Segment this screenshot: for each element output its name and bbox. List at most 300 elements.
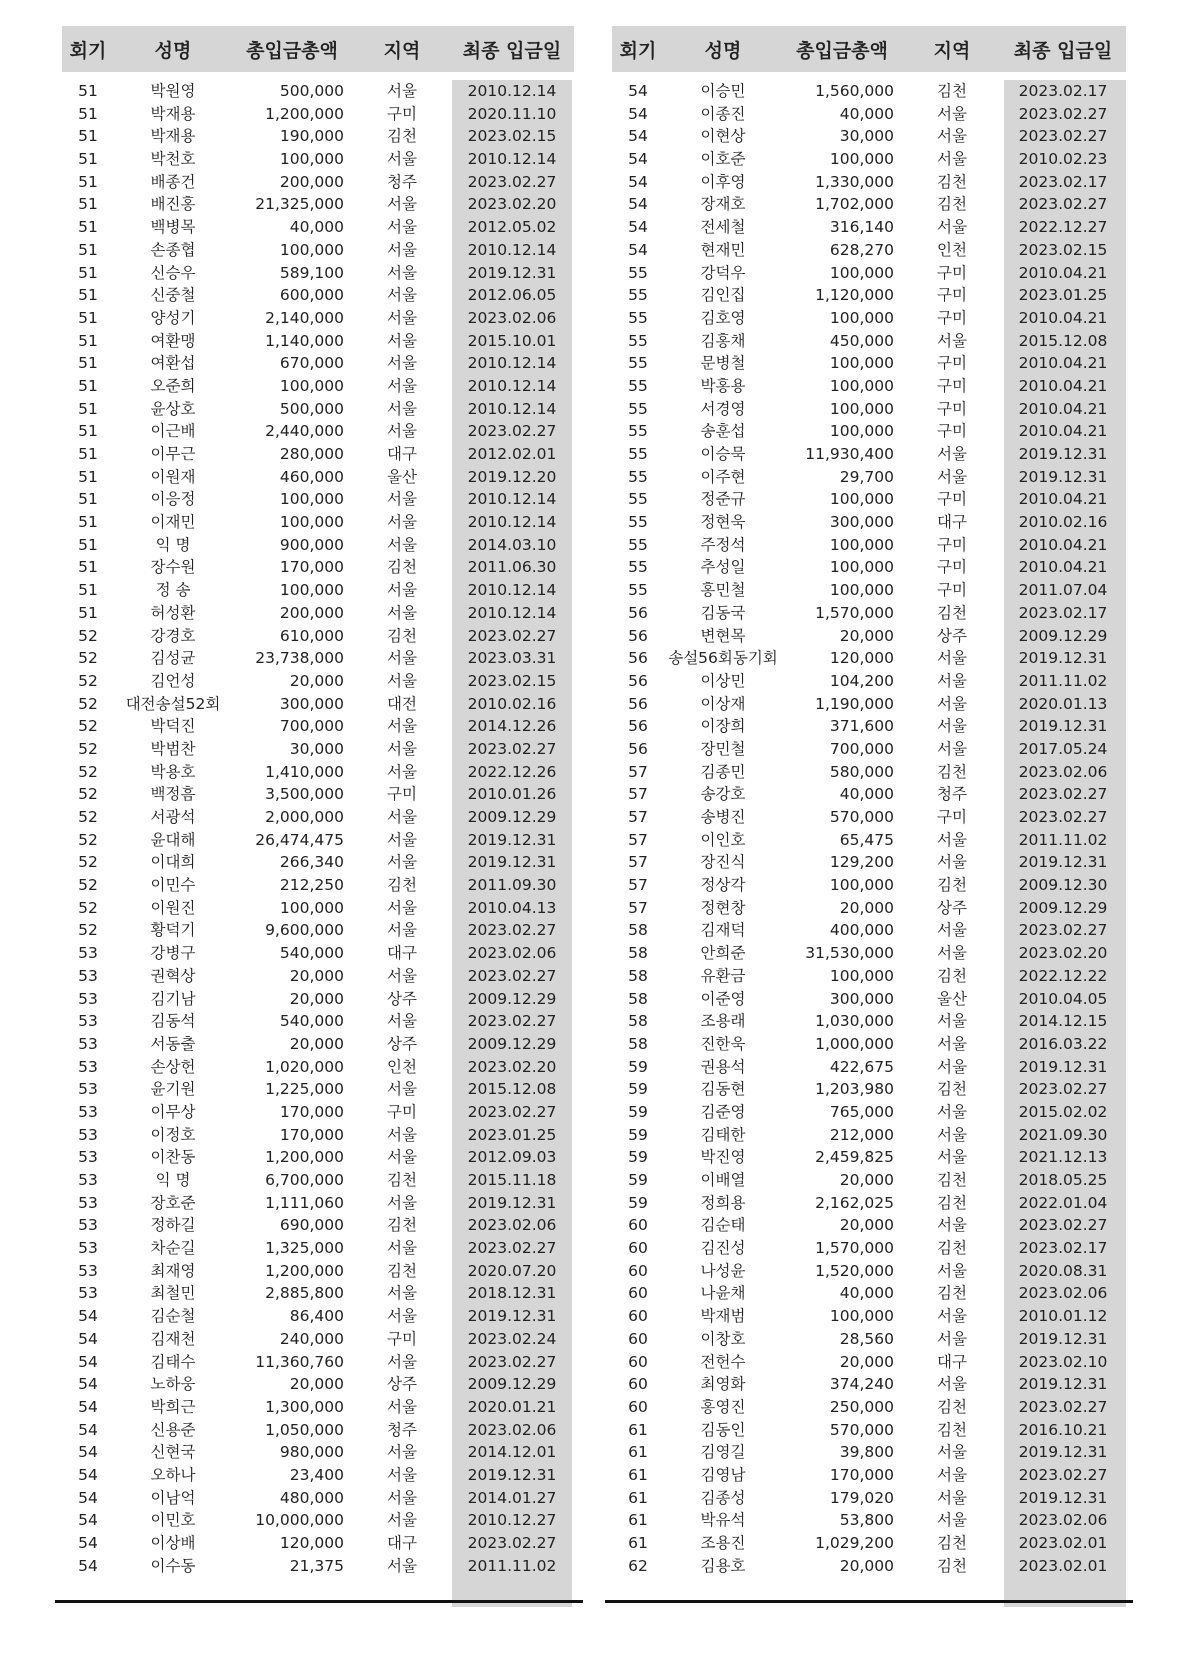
cell-name: 안희준 <box>700 944 746 963</box>
cell-amount: 610,000 <box>279 626 344 645</box>
cell-last-date: 2011.09.30 <box>467 876 557 895</box>
cell-last-date: 2023.02.27 <box>1018 1216 1108 1235</box>
cell-amount: 100,000 <box>829 558 894 577</box>
cell-generation: 56 <box>628 649 648 668</box>
table-row <box>62 965 574 988</box>
cell-generation: 51 <box>78 490 98 509</box>
cell-region: 서울 <box>937 104 967 123</box>
cell-last-date: 2012.09.03 <box>467 1148 557 1167</box>
cell-region: 서울 <box>937 649 967 668</box>
cell-generation: 51 <box>78 104 98 123</box>
cell-region: 서울 <box>937 127 967 146</box>
cell-generation: 59 <box>628 1102 648 1121</box>
cell-region: 김천 <box>937 1239 967 1258</box>
cell-region: 구미 <box>937 490 967 509</box>
cell-name: 윤대해 <box>150 830 196 849</box>
cell-name: 이민호 <box>150 1511 196 1530</box>
cell-name: 이원재 <box>150 467 196 486</box>
cell-region: 서울 <box>387 1012 417 1031</box>
cell-generation: 60 <box>628 1307 648 1326</box>
cell-name: 강경호 <box>150 626 196 645</box>
cell-generation: 55 <box>628 535 648 554</box>
cell-generation: 54 <box>628 104 648 123</box>
cell-generation: 54 <box>78 1511 98 1530</box>
cell-generation: 51 <box>78 240 98 259</box>
cell-generation: 53 <box>78 1148 98 1167</box>
cell-generation: 62 <box>628 1556 648 1575</box>
cell-name: 이민수 <box>150 876 196 895</box>
cell-region: 서울 <box>387 1397 417 1416</box>
cell-generation: 55 <box>628 467 648 486</box>
table-row <box>62 330 574 353</box>
cell-last-date: 2010.04.05 <box>1018 989 1108 1008</box>
cell-amount: 100,000 <box>279 898 344 917</box>
header-last-date: 최종 입금일 <box>1013 39 1113 62</box>
table-row <box>612 284 1126 307</box>
cell-last-date: 2010.04.21 <box>1018 376 1108 395</box>
cell-amount: 500,000 <box>279 82 344 100</box>
cell-name: 정상각 <box>700 876 746 895</box>
table-row <box>62 262 574 285</box>
cell-amount: 500,000 <box>279 399 344 418</box>
cell-generation: 55 <box>628 490 648 509</box>
cell-name: 김기남 <box>150 989 196 1008</box>
cell-name: 이준영 <box>700 989 746 1008</box>
cell-region: 대전 <box>387 694 417 713</box>
cell-amount: 1,020,000 <box>265 1057 344 1076</box>
cell-generation: 52 <box>78 626 98 645</box>
cell-name: 김태수 <box>150 1352 196 1371</box>
cell-amount: 20,000 <box>289 671 344 690</box>
cell-region: 서울 <box>387 218 417 237</box>
table-row <box>612 1056 1126 1079</box>
cell-amount: 31,530,000 <box>805 944 894 963</box>
cell-region: 서울 <box>387 762 417 781</box>
table-row <box>62 239 574 262</box>
cell-generation: 60 <box>628 1352 648 1371</box>
table-row <box>612 1146 1126 1169</box>
cell-region: 서울 <box>387 1193 417 1212</box>
cell-generation: 54 <box>628 218 648 237</box>
table-row <box>612 829 1126 852</box>
cell-generation: 51 <box>78 308 98 327</box>
cell-region: 서울 <box>387 513 417 532</box>
table-row <box>612 647 1126 670</box>
header-region: 지역 <box>383 39 421 62</box>
table-row <box>612 307 1126 330</box>
cell-amount: 371,600 <box>829 717 894 736</box>
cell-generation: 54 <box>78 1329 98 1348</box>
cell-name: 장수원 <box>150 558 196 577</box>
cell-amount: 21,375 <box>289 1556 344 1575</box>
cell-generation: 53 <box>78 1239 98 1258</box>
cell-region: 서울 <box>387 308 417 327</box>
cell-name: 백정흠 <box>150 785 196 804</box>
cell-region: 김천 <box>387 1171 417 1189</box>
table-row <box>62 375 574 398</box>
cell-amount: 29,700 <box>839 467 894 486</box>
table-row <box>62 1464 574 1487</box>
cell-name: 김영남 <box>700 1465 746 1484</box>
cell-amount: 1,030,000 <box>815 1012 894 1031</box>
cell-generation: 51 <box>78 603 98 622</box>
cell-name: 박유석 <box>700 1511 746 1530</box>
cell-last-date: 2023.02.06 <box>467 944 557 963</box>
cell-last-date: 2012.05.02 <box>467 218 557 237</box>
table-row <box>612 1509 1126 1532</box>
cell-region: 김천 <box>937 1080 967 1099</box>
table-row <box>612 1373 1126 1396</box>
cell-generation: 51 <box>78 445 98 463</box>
cell-last-date: 2011.07.04 <box>1018 581 1108 600</box>
cell-name: 허성환 <box>150 603 196 622</box>
cell-generation: 57 <box>628 898 648 917</box>
cell-region: 구미 <box>937 354 967 373</box>
cell-last-date: 2023.02.27 <box>1018 808 1108 826</box>
table-row <box>62 1146 574 1169</box>
cell-amount: 20,000 <box>839 1556 894 1575</box>
cell-amount: 400,000 <box>829 921 894 940</box>
table-row <box>612 761 1126 784</box>
cell-region: 구미 <box>937 808 967 826</box>
cell-name: 이상민 <box>700 671 746 690</box>
header-generation: 회기 <box>619 39 657 62</box>
cell-last-date: 2009.12.29 <box>467 1034 557 1053</box>
table-row <box>612 556 1126 579</box>
cell-generation: 51 <box>78 286 98 305</box>
cell-region: 청주 <box>937 785 967 804</box>
cell-region: 서울 <box>937 1261 967 1280</box>
cell-generation: 51 <box>78 150 98 169</box>
table-row <box>612 375 1126 398</box>
cell-name: 신승우 <box>150 263 196 282</box>
cell-last-date: 2023.02.06 <box>1018 1511 1108 1530</box>
table-row <box>612 80 1126 103</box>
cell-amount: 40,000 <box>839 1284 894 1303</box>
cell-region: 서울 <box>387 830 417 849</box>
cell-last-date: 2023.02.17 <box>1018 82 1108 100</box>
cell-region: 김천 <box>937 82 967 100</box>
cell-amount: 100,000 <box>279 240 344 259</box>
table-row <box>62 1373 574 1396</box>
cell-name: 최철민 <box>150 1284 196 1303</box>
cell-region: 대구 <box>387 445 417 463</box>
cell-generation: 53 <box>78 1261 98 1280</box>
cell-last-date: 2023.02.15 <box>467 671 557 690</box>
header-generation: 회기 <box>69 39 107 62</box>
cell-last-date: 2019.12.31 <box>467 263 557 282</box>
cell-amount: 480,000 <box>279 1488 344 1507</box>
cell-generation: 60 <box>628 1375 648 1394</box>
cell-region: 구미 <box>937 263 967 282</box>
header-amount: 총입금총액 <box>796 39 888 62</box>
table-row <box>62 625 574 648</box>
cell-last-date: 2020.07.20 <box>467 1261 557 1280</box>
cell-region: 김천 <box>937 876 967 895</box>
table-row <box>62 1532 574 1555</box>
cell-last-date: 2022.12.27 <box>1018 218 1108 237</box>
cell-generation: 52 <box>78 671 98 690</box>
cell-name: 이찬동 <box>150 1148 196 1167</box>
cell-generation: 61 <box>628 1511 648 1530</box>
cell-region: 서울 <box>937 445 967 463</box>
cell-last-date: 2019.12.31 <box>1018 853 1108 872</box>
cell-amount: 100,000 <box>829 422 894 441</box>
cell-last-date: 2021.09.30 <box>1018 1125 1108 1144</box>
cell-region: 구미 <box>937 286 967 305</box>
cell-amount: 300,000 <box>829 989 894 1008</box>
cell-last-date: 2010.02.16 <box>467 694 557 713</box>
table-row <box>62 1169 574 1192</box>
table-row <box>612 193 1126 216</box>
cell-last-date: 2010.04.21 <box>1018 263 1108 282</box>
cell-generation: 55 <box>628 581 648 600</box>
cell-region: 서울 <box>387 399 417 418</box>
cell-last-date: 2023.02.01 <box>1018 1534 1108 1552</box>
cell-name: 정현욱 <box>700 513 746 532</box>
cell-name: 신용준 <box>150 1420 196 1439</box>
cell-generation: 54 <box>78 1307 98 1326</box>
cell-last-date: 2023.02.27 <box>467 1102 557 1121</box>
table-row <box>62 1396 574 1419</box>
cell-generation: 57 <box>628 830 648 849</box>
cell-name: 서동출 <box>150 1034 196 1053</box>
cell-last-date: 2023.02.27 <box>467 921 557 940</box>
donor-table-right <box>612 26 1126 1577</box>
table-row <box>612 1532 1126 1555</box>
cell-region: 구미 <box>387 1102 417 1121</box>
cell-last-date: 2023.02.27 <box>467 1534 557 1552</box>
table-row <box>62 670 574 693</box>
table-row <box>62 307 574 330</box>
cell-region: 서울 <box>937 1057 967 1076</box>
cell-region: 서울 <box>387 1125 417 1144</box>
cell-generation: 59 <box>628 1148 648 1167</box>
cell-name: 송병진 <box>700 808 746 826</box>
cell-name: 이상배 <box>150 1534 196 1552</box>
cell-amount: 2,162,025 <box>815 1193 894 1212</box>
cell-region: 서울 <box>937 1511 967 1530</box>
cell-region: 서울 <box>387 649 417 668</box>
cell-amount: 30,000 <box>289 739 344 758</box>
cell-amount: 3,500,000 <box>265 785 344 804</box>
cell-amount: 86,400 <box>289 1307 344 1326</box>
cell-last-date: 2023.02.17 <box>1018 1239 1108 1258</box>
cell-region: 상주 <box>387 989 417 1008</box>
cell-last-date: 2019.12.31 <box>1018 445 1108 463</box>
cell-last-date: 2020.01.13 <box>1018 694 1108 713</box>
table-row <box>612 942 1126 965</box>
cell-region: 서울 <box>387 1239 417 1258</box>
table-row <box>62 148 574 171</box>
cell-name: 이정호 <box>150 1125 196 1144</box>
table-row <box>62 443 574 466</box>
cell-last-date: 2019.12.31 <box>467 830 557 849</box>
cell-name: 김종민 <box>700 762 746 781</box>
cell-generation: 54 <box>628 82 648 100</box>
cell-last-date: 2014.01.27 <box>467 1488 557 1507</box>
cell-last-date: 2010.01.26 <box>467 785 557 804</box>
cell-generation: 51 <box>78 195 98 214</box>
cell-name: 신현국 <box>150 1443 196 1462</box>
cell-amount: 100,000 <box>279 376 344 395</box>
cell-region: 서울 <box>937 694 967 713</box>
table-row <box>612 1260 1126 1283</box>
cell-generation: 52 <box>78 853 98 872</box>
table-row <box>62 1509 574 1532</box>
table-row <box>612 330 1126 353</box>
cell-generation: 56 <box>628 626 648 645</box>
cell-generation: 61 <box>628 1488 648 1507</box>
cell-region: 김천 <box>937 1171 967 1189</box>
cell-generation: 51 <box>78 354 98 373</box>
cell-amount: 1,140,000 <box>265 331 344 350</box>
table-row <box>612 352 1126 375</box>
cell-generation: 57 <box>628 762 648 781</box>
cell-name: 송훈섭 <box>700 422 746 441</box>
cell-name: 조용래 <box>700 1012 746 1031</box>
cell-name: 김성균 <box>150 649 196 668</box>
table-header <box>612 26 1126 72</box>
cell-name: 익 명 <box>155 535 191 554</box>
cell-last-date: 2023.02.27 <box>467 1012 557 1031</box>
cell-region: 서울 <box>387 1443 417 1462</box>
cell-generation: 58 <box>628 989 648 1008</box>
cell-name: 이승묵 <box>700 445 746 463</box>
cell-last-date: 2019.12.31 <box>1018 649 1108 668</box>
table-row <box>62 1351 574 1374</box>
cell-name: 손종협 <box>150 240 196 259</box>
cell-amount: 1,200,000 <box>265 104 344 123</box>
cell-name: 김영길 <box>700 1443 746 1462</box>
table-row <box>612 602 1126 625</box>
cell-amount: 600,000 <box>279 286 344 305</box>
cell-region: 구미 <box>937 535 967 554</box>
table-row <box>62 874 574 897</box>
cell-amount: 40,000 <box>289 218 344 237</box>
cell-name: 권용석 <box>700 1057 746 1076</box>
cell-region: 김천 <box>937 1556 967 1575</box>
cell-region: 김천 <box>937 1284 967 1303</box>
table-row <box>612 511 1126 534</box>
cell-region: 서울 <box>937 921 967 940</box>
cell-generation: 54 <box>78 1443 98 1462</box>
cell-name: 장호준 <box>150 1193 196 1212</box>
table-row <box>612 1396 1126 1419</box>
table-body <box>612 80 1126 1577</box>
cell-generation: 57 <box>628 876 648 895</box>
cell-last-date: 2010.02.16 <box>1018 513 1108 532</box>
cell-region: 대구 <box>937 513 967 532</box>
cell-generation: 58 <box>628 944 648 963</box>
cell-generation: 59 <box>628 1125 648 1144</box>
cell-last-date: 2023.02.27 <box>467 1352 557 1371</box>
cell-last-date: 2023.02.27 <box>467 626 557 645</box>
cell-amount: 1,029,200 <box>815 1534 894 1552</box>
cell-name: 이상재 <box>700 694 746 713</box>
cell-amount: 670,000 <box>279 354 344 373</box>
cell-amount: 170,000 <box>829 1465 894 1484</box>
cell-amount: 1,203,980 <box>815 1080 894 1099</box>
cell-name: 김언성 <box>150 671 196 690</box>
cell-generation: 59 <box>628 1171 648 1189</box>
cell-region: 서울 <box>387 1284 417 1303</box>
cell-amount: 570,000 <box>829 808 894 826</box>
cell-region: 서울 <box>387 195 417 214</box>
cell-amount: 240,000 <box>279 1329 344 1348</box>
cell-last-date: 2012.06.05 <box>467 286 557 305</box>
cell-region: 서울 <box>937 944 967 963</box>
cell-name: 박재용 <box>150 127 196 146</box>
cell-amount: 628,270 <box>829 240 894 259</box>
header-region: 지역 <box>933 39 971 62</box>
cell-amount: 20,000 <box>289 989 344 1008</box>
cell-last-date: 2023.01.25 <box>1018 286 1108 305</box>
cell-amount: 20,000 <box>289 966 344 985</box>
table-row <box>612 1487 1126 1510</box>
cell-amount: 200,000 <box>279 603 344 622</box>
table-row <box>612 1441 1126 1464</box>
cell-last-date: 2023.02.06 <box>467 1216 557 1235</box>
cell-name: 장재호 <box>700 195 746 214</box>
cell-amount: 6,700,000 <box>265 1171 344 1189</box>
cell-generation: 52 <box>78 808 98 826</box>
cell-generation: 54 <box>78 1488 98 1507</box>
cell-name: 차순길 <box>150 1239 196 1258</box>
cell-region: 서울 <box>937 1216 967 1235</box>
cell-last-date: 2019.12.31 <box>1018 1488 1108 1507</box>
cell-name: 이장희 <box>700 717 746 736</box>
cell-name: 김호영 <box>700 308 746 327</box>
cell-region: 김천 <box>937 1534 967 1552</box>
table-row <box>612 715 1126 738</box>
table-row <box>62 1214 574 1237</box>
cell-amount: 1,300,000 <box>265 1397 344 1416</box>
table-row <box>612 783 1126 806</box>
table-row <box>612 625 1126 648</box>
cell-name: 이응정 <box>150 490 196 509</box>
table-row <box>612 897 1126 920</box>
cell-region: 서울 <box>387 422 417 441</box>
table-row <box>612 148 1126 171</box>
cell-amount: 20,000 <box>839 1352 894 1371</box>
cell-amount: 1,000,000 <box>815 1034 894 1053</box>
cell-name: 장민철 <box>700 739 746 758</box>
cell-name: 유환금 <box>700 966 746 985</box>
cell-name: 이재민 <box>150 513 196 532</box>
cell-last-date: 2010.01.12 <box>1018 1307 1108 1326</box>
table-row <box>612 579 1126 602</box>
cell-generation: 55 <box>628 558 648 577</box>
cell-last-date: 2010.02.23 <box>1018 150 1108 169</box>
cell-last-date: 2015.12.08 <box>467 1080 557 1099</box>
cell-generation: 60 <box>628 1329 648 1348</box>
cell-amount: 1,325,000 <box>265 1239 344 1258</box>
cell-generation: 61 <box>628 1465 648 1484</box>
cell-region: 서울 <box>387 331 417 350</box>
cell-region: 구미 <box>387 104 417 123</box>
table-rows <box>62 80 574 1577</box>
cell-last-date: 2010.04.21 <box>1018 399 1108 418</box>
table-row <box>62 1441 574 1464</box>
cell-amount: 28,560 <box>839 1329 894 1348</box>
cell-generation: 60 <box>628 1284 648 1303</box>
cell-name: 홍민철 <box>700 581 746 600</box>
cell-amount: 374,240 <box>829 1375 894 1394</box>
cell-last-date: 2023.02.27 <box>467 966 557 985</box>
cell-name: 이승민 <box>700 82 746 100</box>
cell-generation: 52 <box>78 694 98 713</box>
